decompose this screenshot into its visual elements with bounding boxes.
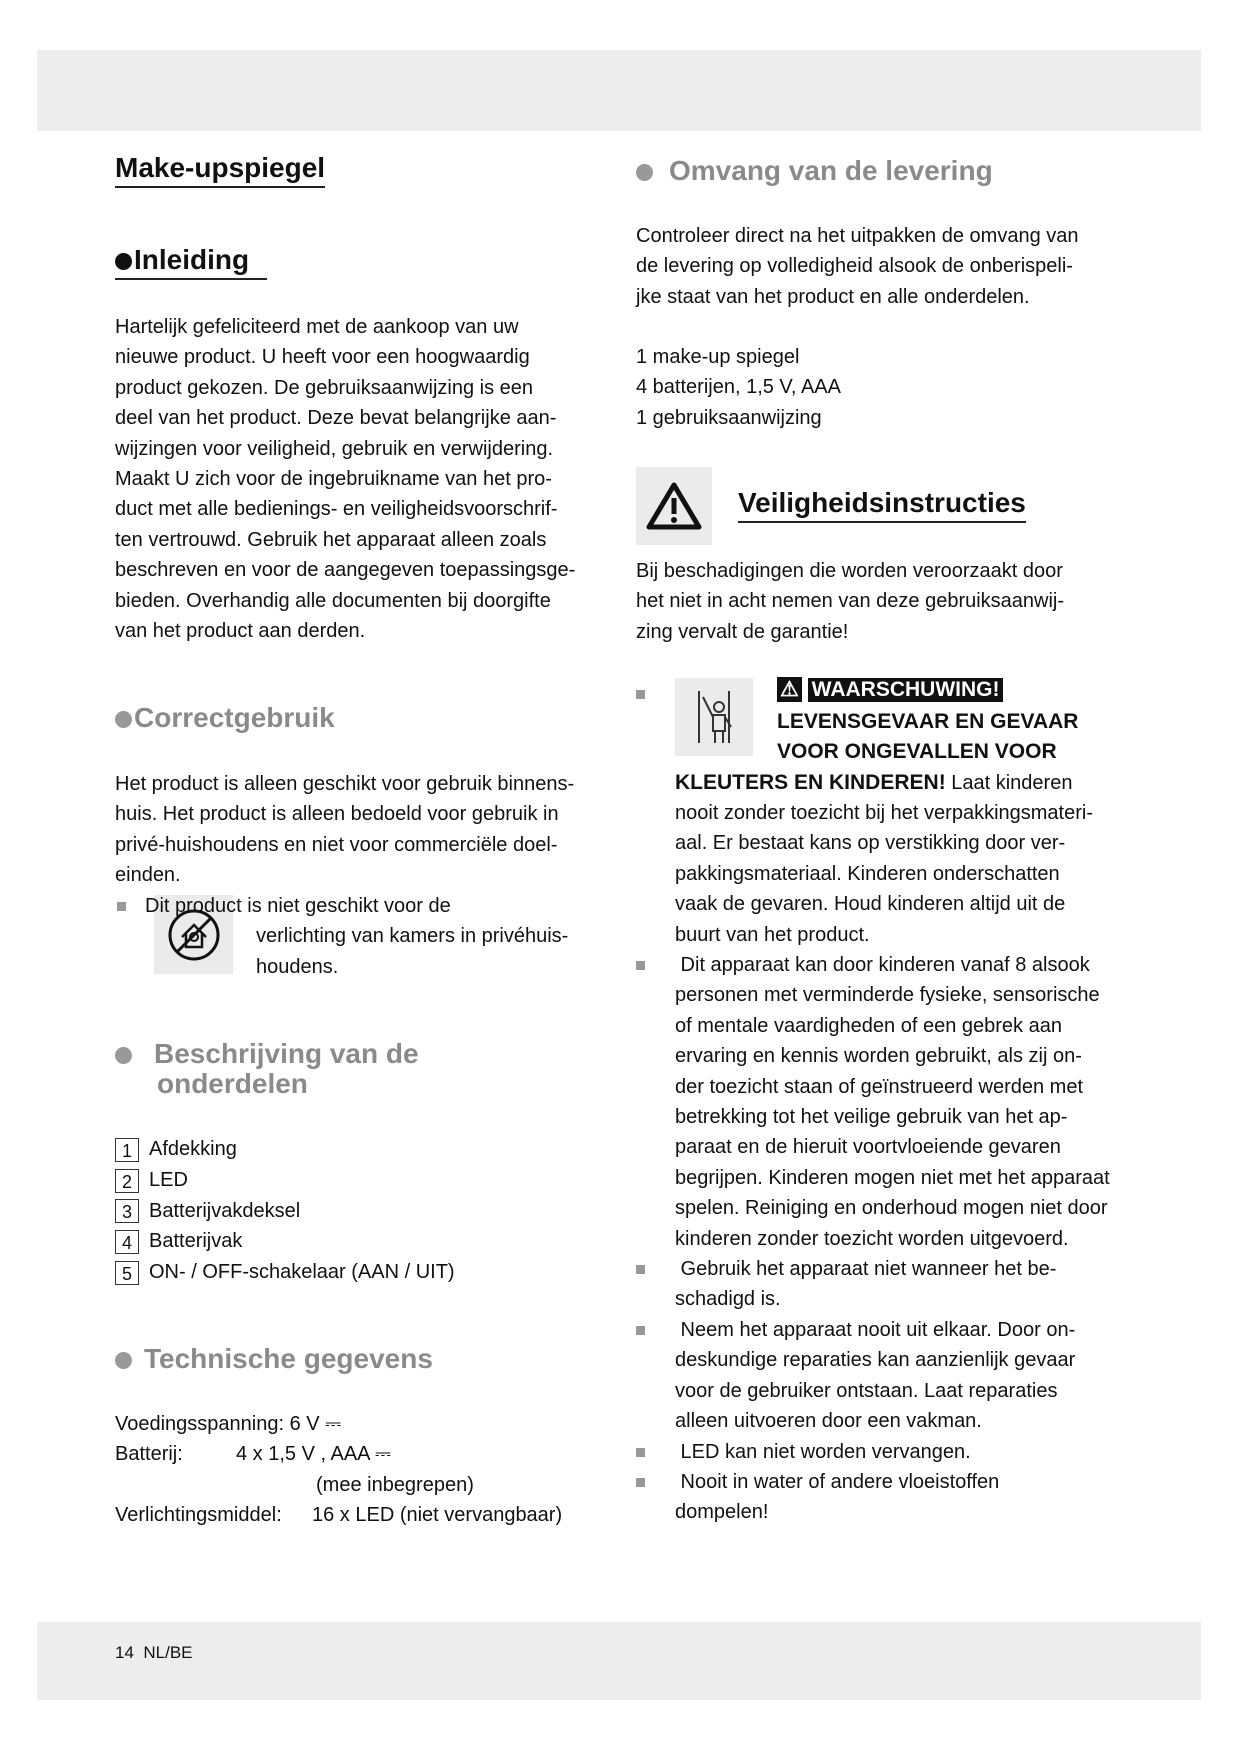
part-label: Afdekking — [149, 1138, 237, 1160]
warning-text-line: nooit zonder toezicht bij het verpakkingsmateri- — [675, 802, 1093, 824]
bullet-square-icon — [636, 1265, 645, 1274]
locale-label: NL/BE — [143, 1643, 193, 1662]
text-line: 1 make-up spiegel — [636, 346, 800, 368]
intro-paragraph — [115, 312, 575, 646]
header-band — [37, 50, 1201, 131]
spec-label: Voedingsspanning: 6 V — [115, 1413, 320, 1435]
heading-text: Technische gegevens — [144, 1343, 433, 1374]
text-line: nieuwe product. U heeft voor een hoogwaardig — [115, 346, 530, 369]
spec-battery-note: (mee inbegrepen) — [316, 1474, 474, 1496]
document-title: Make-upspiegel — [115, 152, 325, 188]
warning-text: Laat kinderen — [945, 772, 1073, 794]
safety-bullet — [636, 1437, 1110, 1467]
heading-text: onderdelen — [157, 1068, 308, 1099]
part-label: ON- / OFF-schakelaar (AAN / UIT) — [149, 1261, 455, 1284]
heading-safety: Veiligheidsinstructies — [738, 487, 1026, 523]
heading-technical — [115, 1344, 433, 1374]
safety-bullets — [636, 950, 1110, 1528]
safety-bullet — [636, 950, 1110, 1254]
safety-paragraph — [636, 556, 1064, 647]
bullet-dot-icon — [115, 1352, 132, 1369]
text-line: zing vervalt de garantie! — [636, 620, 849, 643]
text-line: wijzingen voor veiligheid, gebruik en verwijdering. — [115, 437, 554, 460]
heading-parts — [115, 1039, 419, 1099]
bullet-text-line: voor de gebruiker ontstaan. Laat reparaties — [675, 1379, 1058, 1402]
safety-bullet — [636, 1315, 1110, 1437]
bullet-dot-icon — [115, 711, 132, 728]
safety-bullet — [636, 1467, 1110, 1528]
scope-items — [636, 342, 841, 433]
warning-paragraph — [675, 798, 1093, 950]
bullet-text: Dit product is niet geschikt voor de — [145, 895, 451, 917]
text-line: beschreven en voor de aangegeven toepassingsge- — [115, 559, 576, 582]
bullet-square-icon — [636, 1478, 645, 1487]
bullet-text-line: kinderen zonder toezicht worden uitgevoerd. — [675, 1227, 1069, 1250]
text-line: duct met alle bedienings- en veiligheidsvoorschrif- — [115, 498, 558, 521]
warning-bold-line: VOOR ONGEVALLEN VOOR — [777, 740, 1057, 763]
text-line: van het product aan derden. — [115, 620, 366, 643]
bullet-text-line: alleen uitvoeren door een vakman. — [675, 1410, 982, 1433]
text-line: 1 gebruiksaanwijzing — [636, 406, 822, 429]
text-line: ten vertrouwd. Gebruik het apparaat alleen zoals — [115, 528, 547, 551]
part-number: 4 — [115, 1230, 139, 1254]
text-line: privé-huishoudens en niet voor commerciële doel- — [115, 833, 558, 856]
bullet-text-line: schadigd is. — [675, 1288, 781, 1311]
dc-symbol-icon: ⎓ — [374, 1443, 391, 1465]
text-line: Bij beschadigingen die worden veroorzaakt door — [636, 560, 1063, 582]
part-item — [115, 1134, 455, 1164]
bullet-text-line: personen met verminderde fysieke, sensorische — [675, 984, 1100, 1007]
bullet-dot-icon — [115, 1047, 132, 1064]
spec-voltage — [115, 1409, 341, 1439]
dc-symbol-icon: ⎓ — [325, 1413, 342, 1435]
parts-list — [115, 1134, 455, 1288]
safety-bullet — [636, 1254, 1110, 1315]
part-number: 3 — [115, 1199, 139, 1223]
bullet-text-line: spelen. Reiniging en onderhoud mogen niet door — [675, 1197, 1108, 1220]
spec-light-label: Verlichtingsmiddel: — [115, 1504, 282, 1526]
scope-paragraph — [636, 221, 1079, 312]
part-item — [115, 1165, 455, 1195]
part-item — [115, 1196, 455, 1226]
part-number: 5 — [115, 1261, 139, 1285]
part-number: 2 — [115, 1169, 139, 1193]
heading-correct-use — [115, 703, 335, 733]
heading-scope — [636, 156, 993, 186]
text-line: Het product is alleen geschikt voor gebruik binnens- — [115, 773, 575, 795]
text-line: Hartelijk gefeliciteerd met de aankoop van uw — [115, 316, 519, 338]
heading-inleiding — [115, 244, 267, 280]
spec-battery-value — [236, 1439, 391, 1469]
text-line: huis. Het product is alleen bedoeld voor gebruik in — [115, 803, 559, 826]
footer-band — [37, 1622, 1201, 1700]
warning-text-line: aal. Er bestaat kans op verstikking door ver- — [675, 832, 1066, 855]
text-line: Maakt U zich voor de ingebruikname van het pro- — [115, 468, 552, 491]
bullet-square-icon — [117, 902, 126, 911]
heading-text: Omvang van de levering — [669, 155, 993, 186]
warning-label: WAARSCHUWING! — [808, 678, 1004, 702]
warning-badge — [777, 677, 1003, 702]
warning-text-line: pakkingsmateriaal. Kinderen onderschatten — [675, 862, 1060, 885]
part-label: Batterijvak — [149, 1230, 243, 1253]
bullet-square-icon — [636, 1448, 645, 1457]
warning-triangle-icon — [636, 467, 712, 545]
bullet-square-icon — [636, 1326, 645, 1335]
text-line: Controleer direct na het uitpakken de omvang van — [636, 225, 1079, 247]
text-line: bieden. Overhandig alle documenten bij doorgifte — [115, 589, 551, 612]
heading-text: Beschrijving van de — [154, 1038, 419, 1069]
bullet-text-line: Dit apparaat kan door kinderen vanaf 8 alsook — [675, 954, 1090, 976]
bullet-text-line: ervaring en kennis worden gebruikt, als zij on- — [675, 1045, 1082, 1068]
text-line: jke staat van het product en alle onderdelen. — [636, 285, 1030, 308]
text-line: deel van het product. Deze bevat belangrijke aan- — [115, 407, 557, 430]
part-number: 1 — [115, 1138, 139, 1162]
bullet-text-line: deskundige reparaties kan aanzienlijk gevaar — [675, 1349, 1076, 1372]
spec-value: 4 x 1,5 V , AAA — [236, 1443, 370, 1465]
bullet-text-line: begrijpen. Kinderen mogen niet met het apparaat — [675, 1166, 1110, 1189]
use-paragraph — [115, 769, 574, 891]
bullet-text-line: LED kan niet worden vervangen. — [675, 1440, 971, 1463]
bullet-text-line: of mentale vaardigheden of een gebrek aan — [675, 1014, 1062, 1037]
spec-light-value: 16 x LED (niet vervangbaar) — [312, 1504, 563, 1526]
small-warning-icon: ⚠ — [777, 677, 802, 702]
warning-text-line: buurt van het product. — [675, 923, 870, 946]
warning-bold-inline: KLEUTERS EN KINDEREN! — [675, 771, 946, 794]
text-line: de levering op volledigheid alsook de onberispeli- — [636, 255, 1073, 278]
text-line: product gekozen. De gebruiksaanwijzing is een — [115, 376, 534, 399]
bullet-square-icon — [636, 961, 645, 970]
bullet-text-line: Neem het apparaat nooit uit elkaar. Door on- — [675, 1318, 1076, 1341]
heading-text: Inleiding — [134, 244, 250, 275]
bullet-text: houdens. — [256, 956, 339, 978]
bullet-text-line: Gebruik het apparaat niet wanneer het be- — [675, 1258, 1057, 1281]
bullet-text-line: der toezicht staan of geïnstrueerd werden met — [675, 1075, 1084, 1098]
warning-text-line — [675, 768, 1072, 798]
part-label: Batterijvakdeksel — [149, 1199, 301, 1222]
bullet-text-line: betrekking tot het veilige gebruik van het ap- — [675, 1106, 1068, 1129]
part-label: LED — [149, 1168, 188, 1191]
bullet-text: verlichting van kamers in privéhuis- — [256, 925, 569, 947]
child-suffocation-warning-icon — [675, 678, 753, 756]
bullet-text-line: paraat en de hieruit voortvloeiende gevaren — [675, 1136, 1061, 1159]
part-item — [115, 1257, 455, 1287]
text-line: het niet in acht nemen van deze gebruiksaanwij- — [636, 590, 1065, 613]
warning-text-line: vaak de gevaren. Houd kinderen altijd uit de — [675, 893, 1066, 916]
text-line: 4 batterijen, 1,5 V, AAA — [636, 376, 841, 399]
page-footer — [115, 1643, 193, 1663]
part-item — [115, 1226, 455, 1256]
text-line: einden. — [115, 864, 181, 887]
bullet-dot-icon — [115, 253, 132, 270]
heading-text: Correctgebruik — [134, 702, 335, 733]
page-number: 14 — [115, 1643, 134, 1662]
spec-battery-label: Batterij: — [115, 1443, 183, 1465]
bullet-square-icon — [636, 690, 645, 699]
warning-bold-line: LEVENSGEVAAR EN GEVAAR — [777, 710, 1079, 733]
bullet-dot-icon — [636, 164, 653, 181]
bullet-text-line: dompelen! — [675, 1501, 769, 1524]
bullet-text-line: Nooit in water of andere vloeistoffen — [675, 1470, 1000, 1493]
